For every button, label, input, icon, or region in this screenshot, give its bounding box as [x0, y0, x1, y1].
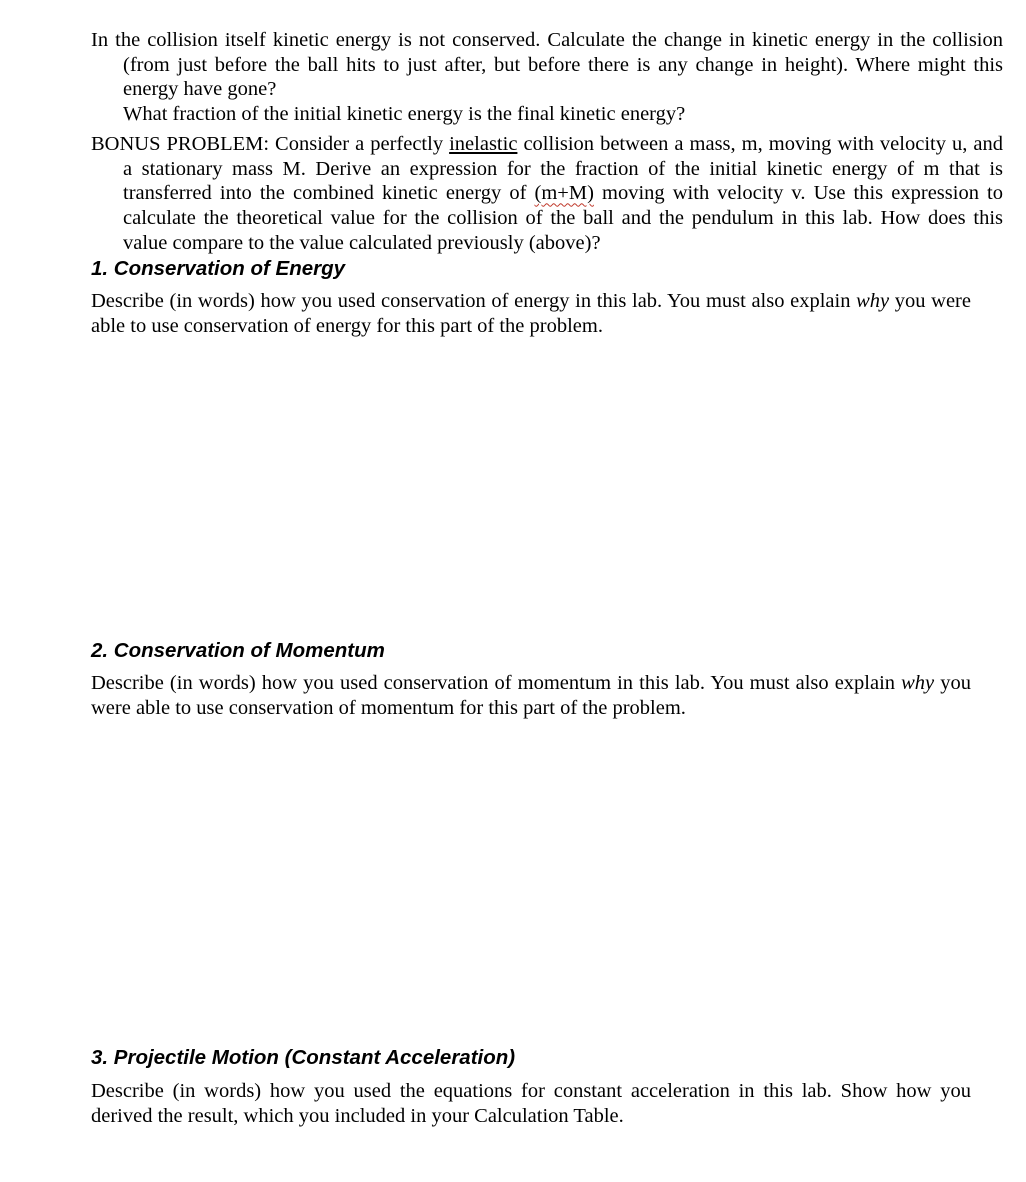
energy-text-end: you were able to use conservation of energy for this part of the problem.: [91, 290, 971, 337]
energy-text-start: Describe (in words) how you used conservation of energy in this lab. You must also explain: [91, 290, 857, 312]
collision-question: In the collision itself kinetic energy is not conserved. Calculate the change in kinetic energy in the collision (from just before the ball hits to just after, but before there is any change in height). Where might this energy have gone?: [91, 29, 1003, 101]
projectile-text: Describe (in words) how you used the equations for constant acceleration in this lab. Show how you derived the result, which you included in your Calculation Table.: [91, 1080, 971, 1127]
momentum-paragraph: [91, 671, 971, 720]
bonus-text-start: BONUS PROBLEM: Consider a perfectly: [91, 133, 450, 155]
bonus-text-middle: collision between a mass, m, moving with velocity u, and a stationary mass M. Derive an expression for the fraction of the initial kinetic energy of m that is transferred into the combined kinetic energy of: [123, 133, 1003, 205]
bonus-text-end: moving with velocity v. Use this expression to calculate the theoretical value for the collision of the ball and the pendulum in this lab. How does this value compare to the value calculated previously (above)?: [123, 182, 1003, 254]
fraction-question: What fraction of the initial kinetic energy is the final kinetic energy?: [123, 103, 686, 125]
energy-paragraph: [91, 289, 971, 338]
bonus-underlined-word: inelastic: [449, 133, 518, 155]
section-heading-energy: 1. Conservation of Energy: [91, 257, 346, 280]
momentum-emphasis: why: [901, 672, 935, 694]
momentum-text-start: Describe (in words) how you used conservation of momentum in this lab. You must also explain: [91, 672, 902, 694]
section-heading-momentum: 2. Conservation of Momentum: [91, 639, 385, 662]
energy-emphasis: why: [856, 290, 890, 312]
momentum-text-end: you were able to use conservation of momentum for this part of the problem.: [91, 672, 971, 719]
projectile-paragraph: [91, 1079, 971, 1128]
spellcheck-flagged-text[interactable]: (m+M): [534, 182, 594, 205]
bonus-paragraph: [91, 132, 1003, 256]
fraction-paragraph: [91, 102, 1003, 127]
section-heading-projectile: 3. Projectile Motion (Constant Acceleration): [91, 1046, 516, 1069]
collision-paragraph: [91, 28, 1003, 102]
